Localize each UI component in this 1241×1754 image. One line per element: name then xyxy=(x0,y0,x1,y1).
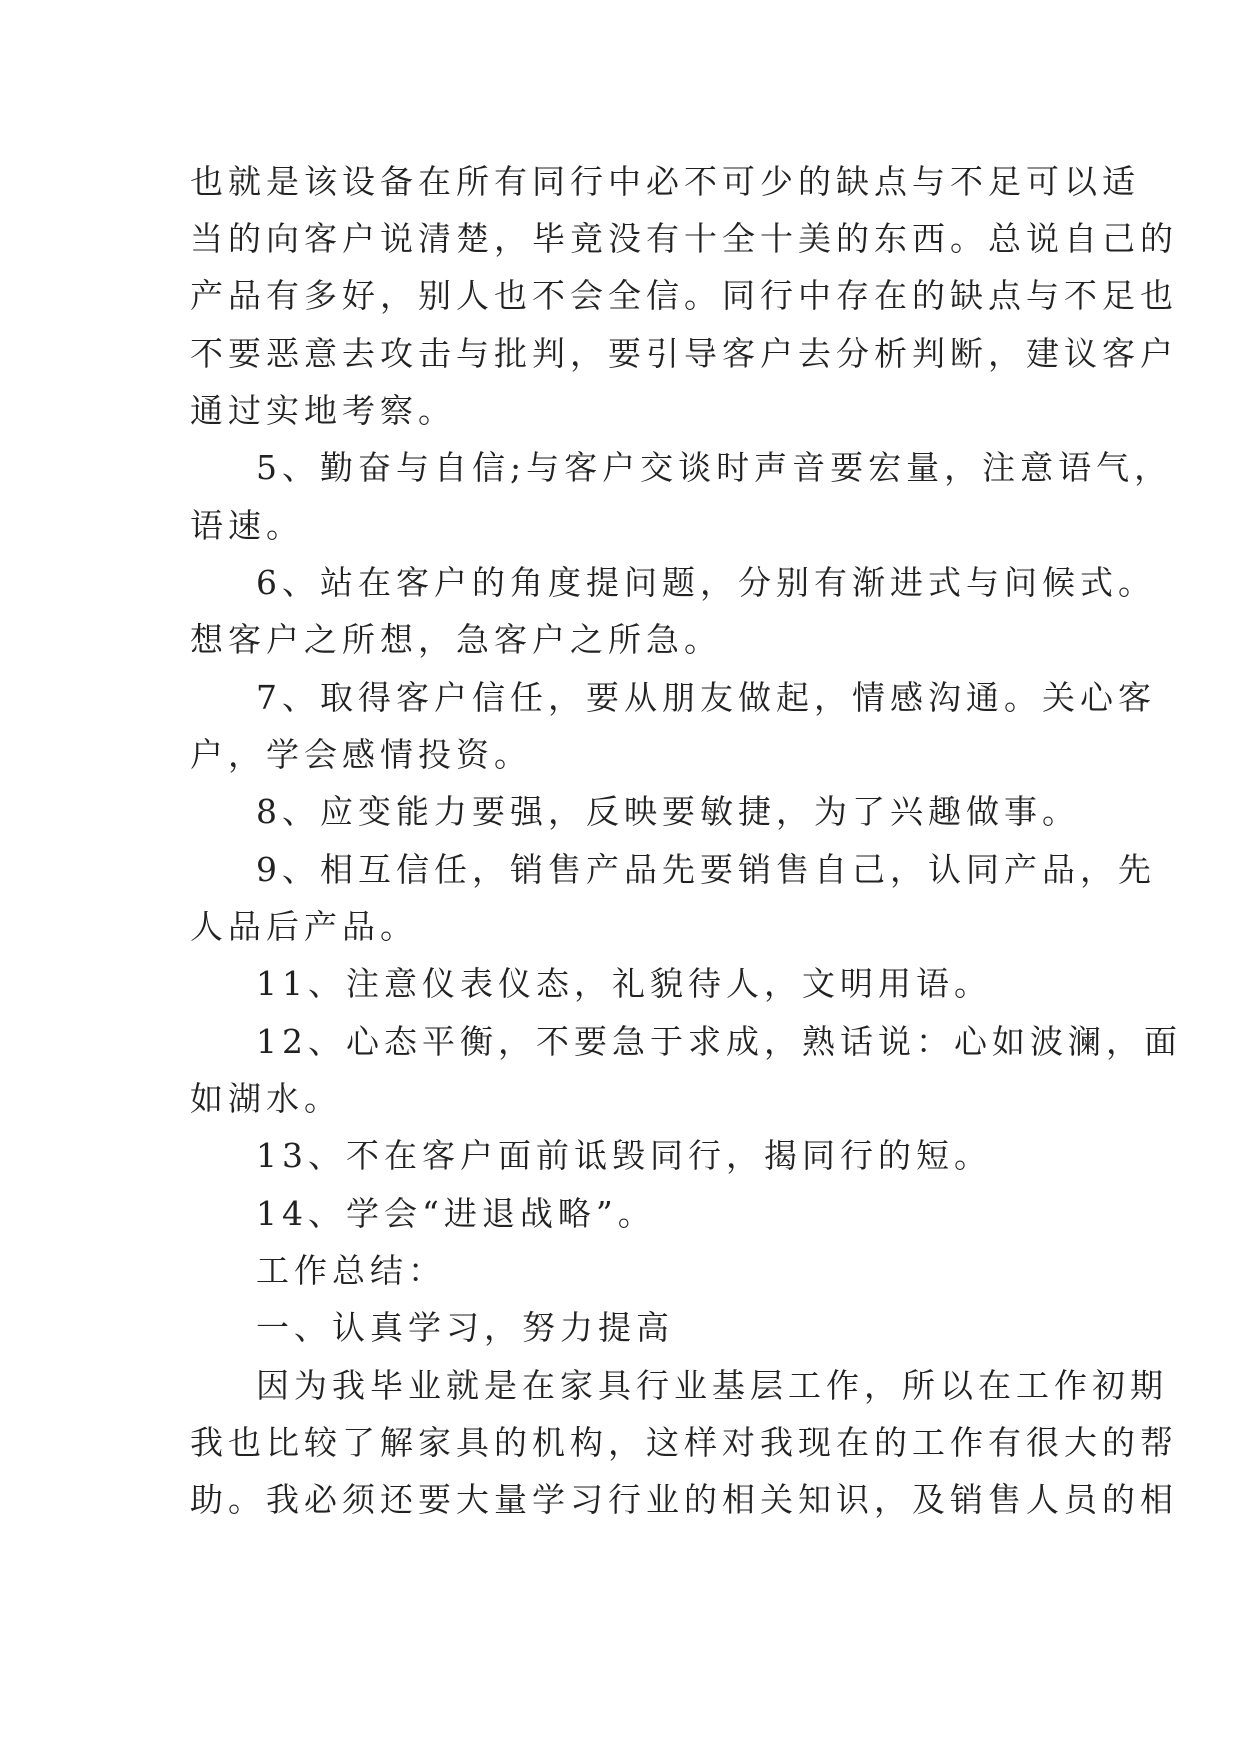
paragraph-line: 因为我毕业就是在家具行业基层工作，所以在工作初期 xyxy=(256,1366,1168,1405)
list-item-7: 7、取得客户信任，要从朋友做起，情感沟通。关心客 xyxy=(256,678,1156,717)
section-heading: 工作总结： xyxy=(256,1251,446,1290)
list-item-13: 13、不在客户面前诋毁同行，揭同行的短。 xyxy=(256,1136,992,1175)
text-line: 当的向客户说清楚，毕竟没有十全十美的东西。总说自己的 xyxy=(190,219,1178,258)
text-line: 如湖水。 xyxy=(190,1079,342,1118)
text-line: 想客户之所想，急客户之所急。 xyxy=(190,620,722,659)
subsection-heading: 一、认真学习，努力提高 xyxy=(256,1308,674,1347)
list-item-6: 6、站在客户的角度提问题，分别有渐进式与问候式。 xyxy=(256,563,1156,602)
paragraph-line: 我也比较了解家具的机构，这样对我现在的工作有很大的帮 xyxy=(190,1423,1178,1462)
text-line: 户，学会感情投资。 xyxy=(190,735,532,774)
list-item-5: 5、勤奋与自信;与客户交谈时声音要宏量，注意语气， xyxy=(256,448,1173,487)
text-line: 产品有多好，别人也不会全信。同行中存在的缺点与不足也 xyxy=(190,276,1178,315)
list-item-12: 12、心态平衡，不要急于求成，熟话说：心如波澜，面 xyxy=(256,1022,1182,1061)
list-item-9: 9、相互信任，销售产品先要销售自己，认同产品，先 xyxy=(256,850,1156,889)
text-line: 通过实地考察。 xyxy=(190,391,456,430)
text-line: 语速。 xyxy=(190,506,304,545)
text-line: 人品后产品。 xyxy=(190,907,418,946)
text-line: 也就是该设备在所有同行中必不可少的缺点与不足可以适 xyxy=(190,162,1140,201)
paragraph-line: 助。我必须还要大量学习行业的相关知识，及销售人员的相 xyxy=(190,1480,1178,1519)
text-line: 不要恶意去攻击与批判，要引导客户去分析判断，建议客户 xyxy=(190,334,1178,373)
list-item-11: 11、注意仪表仪态，礼貌待人，文明用语。 xyxy=(256,964,992,1003)
list-item-8: 8、应变能力要强，反映要敏捷，为了兴趣做事。 xyxy=(256,792,1080,831)
list-item-14: 14、学会“进退战略”。 xyxy=(256,1194,656,1233)
